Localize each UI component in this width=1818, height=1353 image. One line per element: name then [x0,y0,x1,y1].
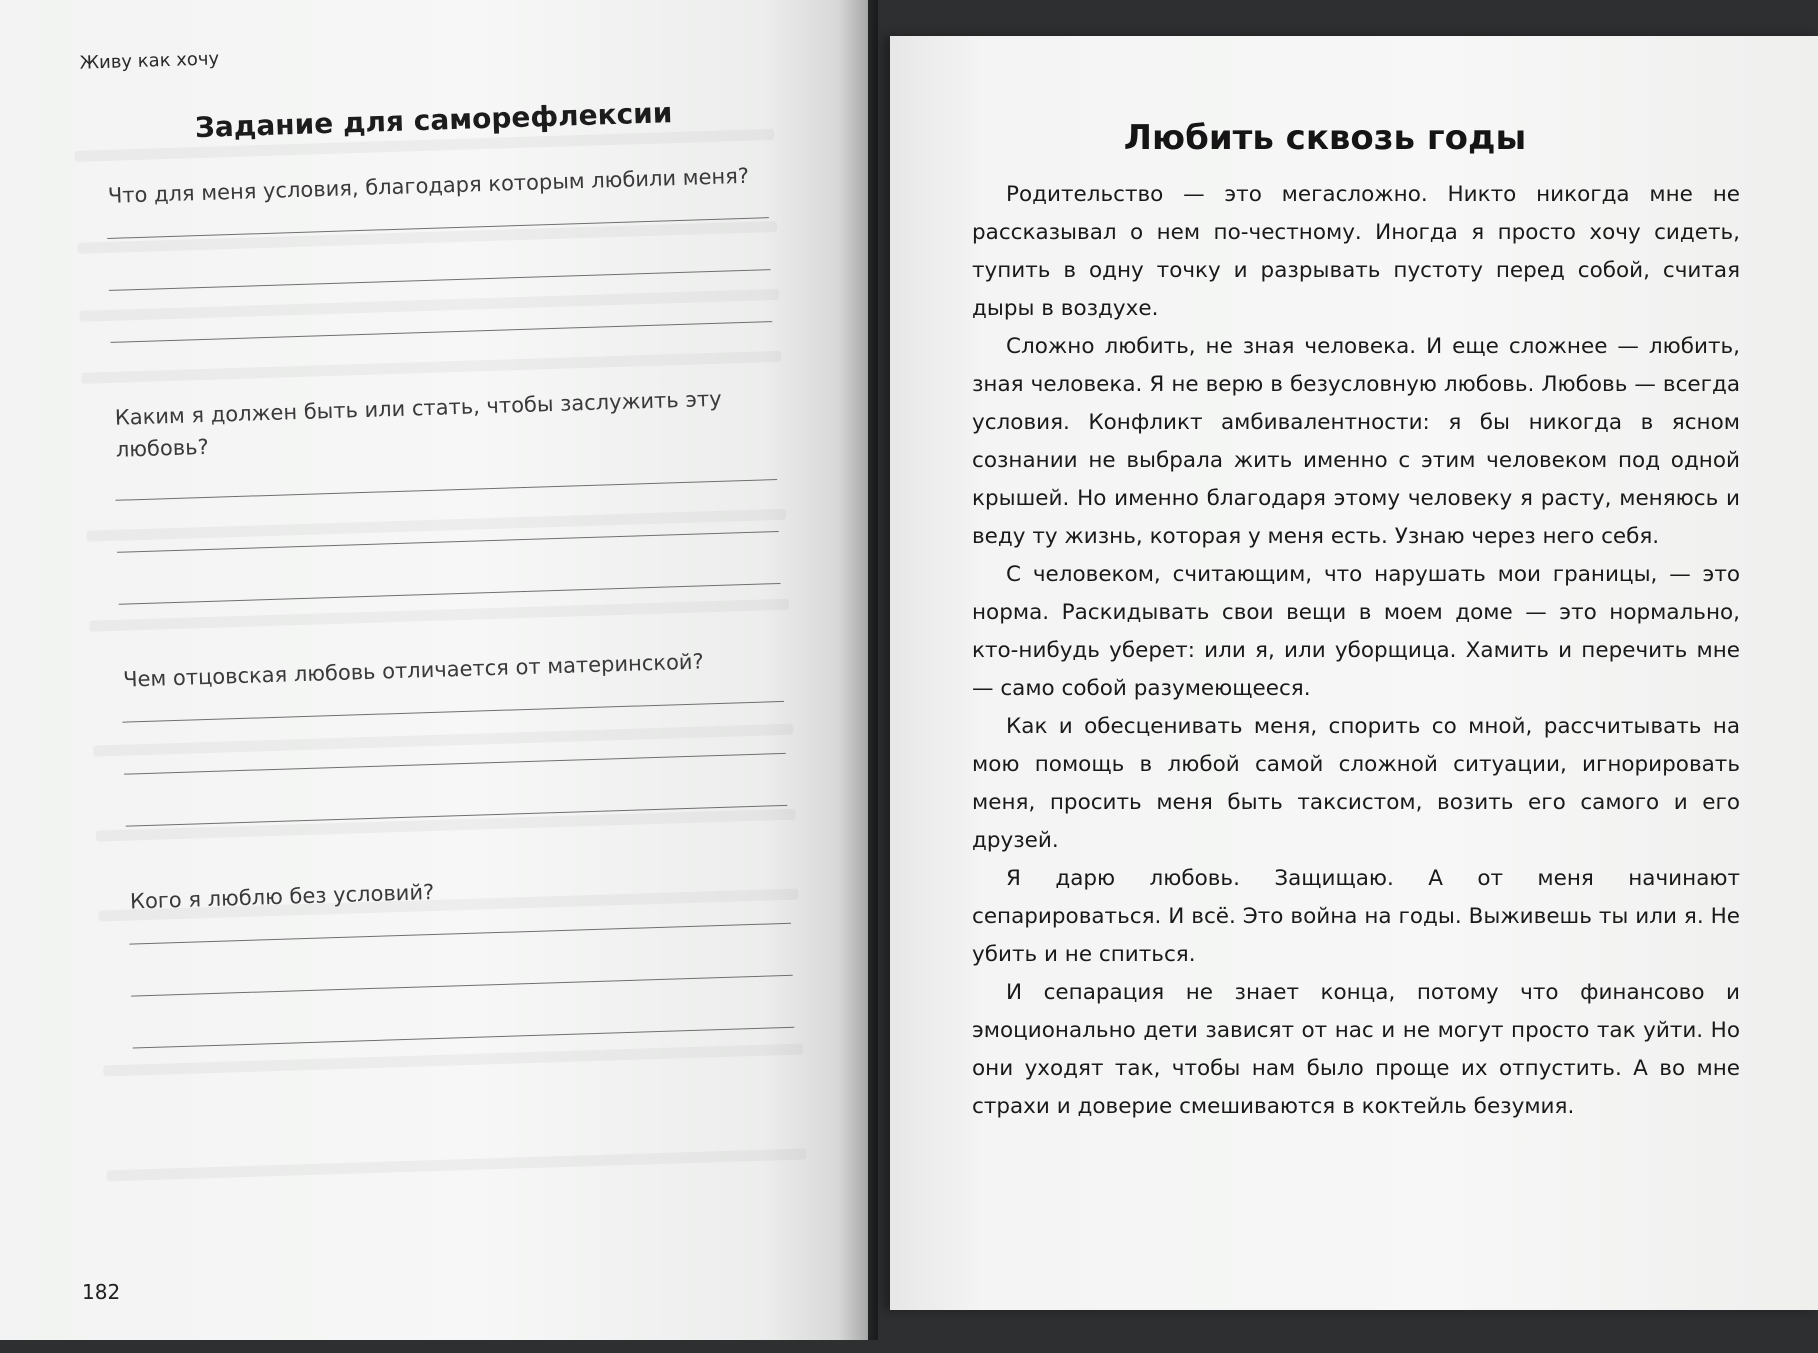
question-3: Чем отцовская любовь отличается от материнской? [122,649,704,692]
left-page-content [0,0,890,1353]
bleed-through-line [81,351,781,384]
paragraph: Родительство — это мегасложно. Никто никогда мне не рассказывал о нем по-честному. Иногда я просто хочу сидеть, тупить в одну точку и разрывать пустоту перед собой, считая дыры в воздухе. [972,182,1740,321]
paragraph: Сложно любить, не зная человека. И еще сложнее — любить, зная человека. Я не верю в безусловную любовь. Любовь — всегда условия. Конфликт амбивалентности: я бы никогда в ясном сознании не выбрала жить именно с этим человеком под одной крышей. Но именно благодаря этому человеку я расту, меняюсь и веду ту жизнь, которая у меня есть. Узнаю через него себя. [972,334,1740,549]
bleed-through-line [93,724,793,757]
bleed-through-line [79,289,779,322]
bleed-through-line [77,221,777,254]
bleed-through-line [107,1148,807,1181]
right-page [890,36,1818,1310]
bleed-through-line [86,509,786,542]
body-text [972,176,1740,1126]
question-4: Кого я люблю без условий? [129,879,435,914]
bleed-through-line [89,599,789,632]
answer-line [115,479,777,501]
answer-line [129,923,791,945]
answer-line [122,701,784,723]
left-page [0,0,868,1340]
page-number: 182 [82,1280,121,1304]
answer-line [133,1027,795,1049]
bleed-through-line [103,1043,803,1076]
paragraph: Как и обесценивать меня, спорить со мной, рассчитывать на мою помощь в любой самой сложной ситуации, игнорировать меня, просить меня быть таксистом, возить его самого и его друзей. [972,714,1740,853]
paragraph: И сепарация не знает конца, потому что финансово и эмоционально дети зависят от нас и не могут просто так уйти. Но они уходят так, чтобы нам было проще их отпустить. А во мне страхи и доверие смешиваются в коктейль безумия. [972,980,1740,1119]
chapter-title: Любить сквозь годы [1123,118,1527,158]
running-head: Живу как хочу [79,48,220,74]
answer-line [124,753,786,775]
paragraph: С человеком, считающим, что нарушать мои границы, — это норма. Раскидывать свои вещи в моем доме — это нормально, кто-нибудь уберет: или я, или уборщица. Хамить и перечить мне — само собой разумеющееся. [972,562,1740,701]
answer-line [109,269,771,291]
paragraph: Я дарю любовь. Защищаю. А от меня начинают сепарироваться. И всё. Это война на годы. Выживешь ты или я. Не убить и не спиться. [972,866,1740,967]
answer-line [131,975,793,997]
question-2: Каким я должен быть или стать, чтобы заслужить эту любовь? [114,386,722,462]
answer-line [110,321,772,343]
section-title: Задание для саморефлексии [194,96,673,145]
bleed-through-line [96,809,796,842]
book-gutter [838,0,878,1340]
question-1: Что для меня условия, благодаря которым любили меня? [107,163,750,208]
